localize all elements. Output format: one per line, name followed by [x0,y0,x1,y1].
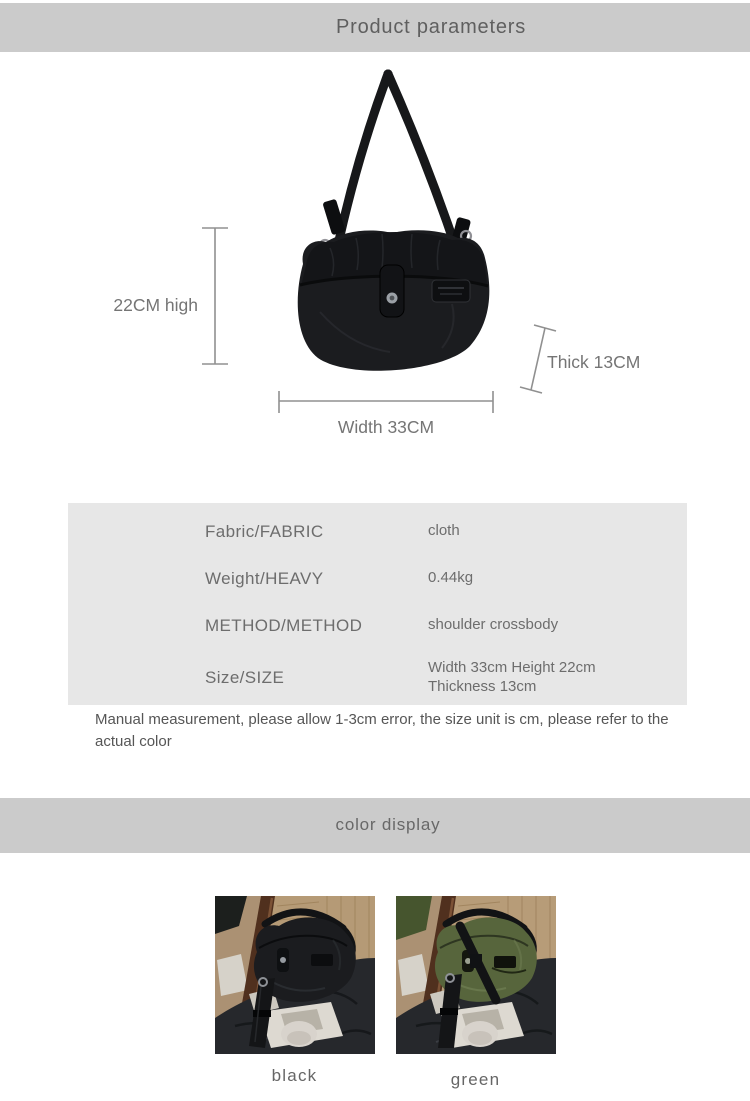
spec-label: Size/SIZE [205,668,285,687]
spec-row-weight [68,555,687,602]
spec-label: METHOD/METHOD [205,615,363,635]
measurement-diagram [0,52,750,500]
spec-row-fabric [68,508,687,555]
front-tab [380,265,404,317]
swatch-label-black: black [271,1065,318,1085]
bag-body [298,230,490,370]
spec-value: shoulder crossbody [428,616,559,634]
spec-table [68,503,687,705]
spec-row-size [68,649,687,707]
spec-label: Weight/HEAVY [205,568,324,588]
black-bag-photo [215,896,375,1054]
color-display-title: color display [335,815,441,834]
color-display-header [0,798,750,853]
spec-value: cloth [428,522,460,540]
bag-dimension-illustration [0,52,750,500]
measurement-note: Manual measurement, please allow 1-3cm error, the size unit is cm, please refer to the actual color [95,711,669,750]
swatch-label-green: green [450,1069,501,1089]
width-dimension-label: Width 33CM [337,417,435,437]
spec-value: 0.44kg [428,569,474,587]
product-parameters-header [0,3,750,52]
logo-patch [432,280,470,302]
width-dimension-line [279,391,493,413]
bag-strap [320,70,471,261]
height-dimension-line [202,228,228,364]
spec-value: Width 33cm Height 22cm Thickness 13cm [428,659,596,695]
height-dimension-label: 22CM high [113,295,198,315]
color-swatch-row [10,896,750,1089]
spec-row-method [68,602,687,649]
green-bag-photo [396,896,556,1054]
page-title: Product parameters [335,16,527,38]
color-option-green [396,896,556,1089]
color-option-black [215,896,375,1086]
spec-label: Fabric/FABRIC [205,521,324,541]
thickness-dimension-label: Thick 13CM [547,352,641,372]
